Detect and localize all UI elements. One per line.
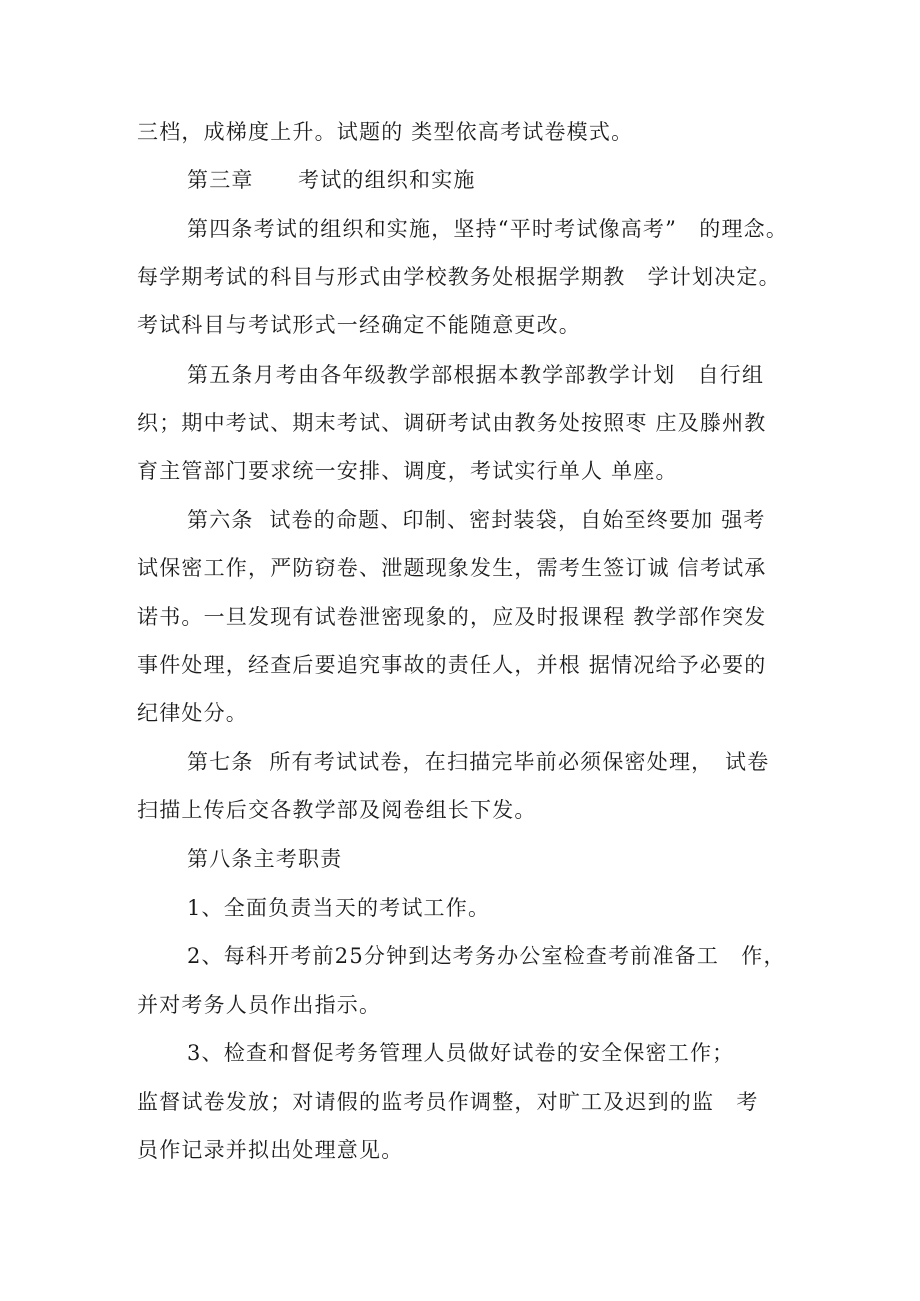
duty-3-line-1: 3、检查和督促考务管理人员做好试卷的安全保密工作； [187,1041,735,1065]
article-8-heading: 第八条主考职责 [187,847,343,871]
article-4-line-2: 每学期考试的科目与形式由学校教务处根据学期教 学计划决定。 [137,265,781,289]
text-line-1: 三档，成梯度上升。试题的 类型依高考试卷模式。 [137,120,634,144]
article-6-line-5: 纪律处分。 [137,701,248,725]
article-5-line-2: 织；期中考试、期末考试、调研考试由教务处按照枣 庄及滕州教 [137,411,767,435]
article-6-line-1: 第六条 试卷的命题、印制、密封装袋，自始至终要加 强考 [187,508,766,532]
article-6-line-3: 诺书。一旦发现有试卷泄密现象的，应及时报课程 教学部作突发 [137,605,767,629]
duty-3-line-3: 员作记录并拟出处理意见。 [137,1138,404,1162]
article-5-line-1: 第五条月考由各年级教学部根据本教学部教学计划 自行组 [187,363,765,387]
article-6-line-2: 试保密工作，严防窃卷、泄题现象发生，需考生签订诚 信考试承 [137,556,767,580]
duty-2-line-2: 并对考务人员作出指示。 [137,993,382,1017]
article-5-line-3: 育主管部门要求统一安排、调度，考试实行单人 单座。 [137,459,678,483]
article-4-line-3: 考试科目与考试形式一经确定不能随意更改。 [137,313,581,337]
chapter-heading: 第三章 考试的组织和实施 [187,168,476,192]
article-7-line-2: 扫描上传后交各教学部及阅卷组长下发。 [137,798,537,822]
duty-1: 1、全面负责当天的考试工作。 [187,896,491,920]
article-6-line-4: 事件处理，经查后要追究事故的责任人，并根 据情况给予必要的 [137,653,767,677]
duty-3-line-2: 监督试卷发放；对请假的监考员作调整，对旷工及迟到的监 考 [137,1090,759,1114]
article-7-line-1: 第七条 所有考试试卷，在扫描完毕前必须保密处理， 试卷 [187,750,770,774]
article-4-line-1: 第四条考试的组织和实施，坚持“平时考试像高考” 的理念。 [187,217,789,241]
duty-2-line-1: 2、每科开考前25分钟到达考务办公室检查考前准备工 作， [187,944,786,968]
